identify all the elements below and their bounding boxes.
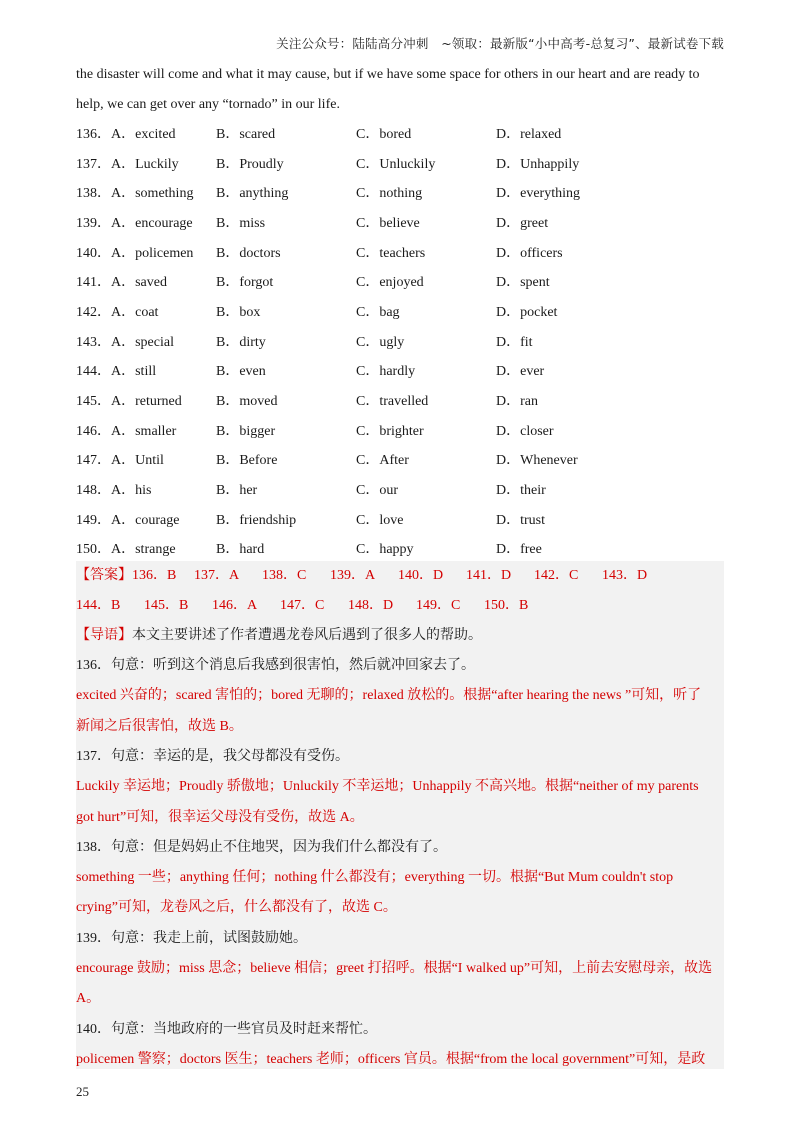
question-number: 143． bbox=[76, 334, 111, 350]
option-a: A．still bbox=[111, 364, 157, 380]
page-header: 关注公众号：陆陆高分冲刺 ~领取：最新版“小中高考-总复习”、最新试卷下载 bbox=[276, 36, 724, 51]
question-num-and-option-a bbox=[76, 212, 216, 232]
explanation-line: crying”可知，龙卷风之后，什么都没有了，故选 C。 bbox=[76, 900, 397, 916]
option-b: B．hard bbox=[216, 542, 265, 558]
question-row bbox=[76, 534, 724, 564]
option-c: C．Unluckily bbox=[356, 156, 436, 172]
sentence-meaning-line: 138．句意：但是妈妈止不住地哭，因为我们什么都没有了。 bbox=[76, 839, 447, 855]
question-num-and-option-a bbox=[76, 123, 216, 143]
option-c: C．ugly bbox=[356, 334, 405, 350]
option-c: C．travelled bbox=[356, 394, 429, 410]
option-c: C．teachers bbox=[356, 245, 426, 261]
option-b: B．bigger bbox=[216, 423, 276, 439]
passage-text bbox=[76, 60, 724, 120]
question-num-and-option-a bbox=[76, 509, 216, 529]
sentence-meaning-line: 137．句意：幸运的是，我父母都没有受伤。 bbox=[76, 748, 349, 764]
question-number: 150． bbox=[76, 542, 111, 558]
question-num-and-option-a bbox=[76, 360, 216, 380]
question-num-and-option-a bbox=[76, 331, 216, 351]
sentence-meaning-line: 140．句意：当地政府的一些官员及时赶来帮忙。 bbox=[76, 1021, 377, 1037]
question-number: 144． bbox=[76, 364, 111, 380]
option-c: C．After bbox=[356, 453, 409, 469]
option-d: D．Unhappily bbox=[496, 156, 580, 172]
answer-item: 146．A bbox=[212, 598, 258, 613]
option-d: D．ever bbox=[496, 364, 545, 380]
option-a: A．returned bbox=[111, 394, 182, 410]
explanation-line: encourage 鼓励；miss 思念；believe 相信；greet 打招呼。根据“I walked up”可知，上前去安慰母亲，故选 bbox=[76, 961, 713, 976]
question-row bbox=[76, 474, 724, 504]
answer-item: 143．D bbox=[602, 568, 648, 583]
question-num-and-option-a bbox=[76, 420, 216, 440]
question-number: 138． bbox=[76, 186, 111, 202]
option-d: D．officers bbox=[496, 245, 563, 261]
guide-label: 【导语】 bbox=[76, 628, 132, 643]
option-d: D．pocket bbox=[496, 304, 558, 320]
answer-item: 139．A bbox=[330, 568, 376, 583]
question-number: 147． bbox=[76, 453, 111, 469]
option-c: C．enjoyed bbox=[356, 275, 424, 291]
question-options-list bbox=[76, 118, 724, 563]
question-row bbox=[76, 118, 724, 148]
answer-item: 137．A bbox=[194, 568, 240, 583]
question-row bbox=[76, 237, 724, 267]
option-c: C．believe bbox=[356, 215, 420, 231]
option-a: A．smaller bbox=[111, 423, 177, 439]
option-a: A．excited bbox=[111, 126, 176, 142]
question-number: 141． bbox=[76, 275, 111, 291]
explanation-line: Luckily 幸运地；Proudly 骄傲地；Unluckily 不幸运地；Unhappily 不高兴地。根据“neither of my parents bbox=[76, 779, 699, 795]
question-number: 145． bbox=[76, 394, 111, 410]
option-d: D．relaxed bbox=[496, 126, 562, 142]
answer-item: 147．C bbox=[280, 598, 325, 613]
question-row bbox=[76, 356, 724, 386]
question-row bbox=[76, 177, 724, 207]
option-c: C．bored bbox=[356, 126, 412, 142]
question-number: 140． bbox=[76, 245, 111, 261]
question-row bbox=[76, 415, 724, 445]
option-d: D．ran bbox=[496, 394, 538, 410]
option-d: D．Whenever bbox=[496, 453, 578, 469]
question-num-and-option-a bbox=[76, 271, 216, 291]
option-a: A．Luckily bbox=[111, 156, 179, 172]
option-a: A．his bbox=[111, 483, 152, 499]
question-num-and-option-a bbox=[76, 479, 216, 499]
option-a: A．special bbox=[111, 334, 174, 350]
option-b: B．miss bbox=[216, 215, 266, 231]
option-a: A．something bbox=[111, 186, 194, 202]
option-c: C．brighter bbox=[356, 423, 424, 439]
question-num-and-option-a bbox=[76, 153, 216, 173]
page-number: 25 bbox=[76, 1084, 89, 1099]
option-b: B．Proudly bbox=[216, 156, 284, 172]
option-a: A．encourage bbox=[111, 215, 193, 231]
option-b: B．forgot bbox=[216, 275, 274, 291]
option-b: B．even bbox=[216, 364, 266, 380]
option-b: B．her bbox=[216, 483, 258, 499]
answer-label: 【答案】 bbox=[76, 568, 132, 583]
answer-item: 138．C bbox=[262, 568, 307, 583]
answer-item: 144．B bbox=[76, 598, 121, 613]
option-a: A．strange bbox=[111, 542, 176, 558]
option-b: B．anything bbox=[216, 186, 289, 202]
option-a: A．coat bbox=[111, 304, 159, 320]
question-row bbox=[76, 504, 724, 534]
question-row bbox=[76, 148, 724, 178]
option-b: B．scared bbox=[216, 126, 276, 142]
option-b: B．box bbox=[216, 304, 261, 320]
option-a: A．courage bbox=[111, 512, 180, 528]
option-d: D．trust bbox=[496, 512, 545, 528]
question-num-and-option-a bbox=[76, 301, 216, 321]
answer-item: 148．D bbox=[348, 598, 394, 613]
question-number: 139． bbox=[76, 215, 111, 231]
question-row bbox=[76, 385, 724, 415]
sentence-meaning-line: 139．句意：我走上前，试图鼓励她。 bbox=[76, 930, 307, 946]
question-row bbox=[76, 445, 724, 475]
answer-item: 142．C bbox=[534, 568, 579, 583]
question-number: 148． bbox=[76, 483, 111, 499]
option-b: B．Before bbox=[216, 453, 278, 469]
answer-item: 150．B bbox=[484, 598, 529, 613]
question-number: 146． bbox=[76, 423, 111, 439]
answer-row-1 bbox=[76, 561, 724, 591]
question-row bbox=[76, 207, 724, 237]
option-d: D．spent bbox=[496, 275, 550, 291]
answer-item: 141．D bbox=[466, 568, 512, 583]
answer-item: 136．B bbox=[132, 568, 177, 583]
question-num-and-option-a bbox=[76, 449, 216, 469]
explanation-line: excited 兴奋的；scared 害怕的；bored 无聊的；relaxed 放松的。根据“after hearing the news ”可知，听了 bbox=[76, 688, 702, 704]
question-num-and-option-a bbox=[76, 182, 216, 202]
question-row bbox=[76, 326, 724, 356]
question-num-and-option-a bbox=[76, 538, 216, 558]
answer-item: 145．B bbox=[144, 598, 189, 613]
option-d: D．their bbox=[496, 483, 546, 499]
passage-line: help, we can get over any “tornado” in our life. bbox=[76, 97, 340, 112]
option-b: B．moved bbox=[216, 394, 278, 410]
question-num-and-option-a bbox=[76, 242, 216, 262]
explanation-line: got hurt”可知，很幸运父母没有受伤，故选 A。 bbox=[76, 809, 364, 825]
guide-text: 本文主要讲述了作者遭遇龙卷风后遇到了很多人的帮助。 bbox=[132, 628, 482, 643]
option-a: A．Until bbox=[111, 453, 164, 469]
guide-line bbox=[76, 621, 724, 651]
option-b: B．doctors bbox=[216, 245, 281, 261]
option-c: C．our bbox=[356, 483, 398, 499]
passage-line: the disaster will come and what it may cause, but if we have some space for others in our heart and are ready to bbox=[76, 67, 700, 82]
option-d: D．closer bbox=[496, 423, 554, 439]
option-d: D．everything bbox=[496, 186, 580, 202]
option-d: D．fit bbox=[496, 334, 533, 350]
option-a: A．saved bbox=[111, 275, 167, 291]
question-row bbox=[76, 266, 724, 296]
option-c: C．bag bbox=[356, 304, 400, 320]
answer-item: 149．C bbox=[416, 598, 461, 613]
option-c: C．nothing bbox=[356, 186, 423, 202]
option-c: C．hardly bbox=[356, 364, 416, 380]
answer-row-2 bbox=[76, 591, 724, 621]
explanation-line: something 一些；anything 任何；nothing 什么都没有；everything 一切。根据“But Mum couldn't stop bbox=[76, 870, 674, 886]
explanation-line: 新闻之后很害怕，故选 B。 bbox=[76, 718, 243, 734]
option-d: D．free bbox=[496, 542, 542, 558]
question-number: 136． bbox=[76, 126, 111, 142]
question-num-and-option-a bbox=[76, 390, 216, 410]
option-d: D．greet bbox=[496, 215, 549, 231]
explanation-line: policemen 警察；doctors 医生；teachers 老师；officers 官员。根据“from the local government”可知，是政 bbox=[76, 1051, 706, 1067]
sentence-meaning-line: 136．句意：听到这个消息后我感到很害怕，然后就冲回家去了。 bbox=[76, 658, 475, 673]
question-row bbox=[76, 296, 724, 326]
question-number: 137． bbox=[76, 156, 111, 172]
answer-item: 140．D bbox=[398, 568, 444, 583]
option-b: B．dirty bbox=[216, 334, 266, 350]
option-b: B．friendship bbox=[216, 512, 297, 528]
option-c: C．love bbox=[356, 512, 404, 528]
question-number: 149． bbox=[76, 512, 111, 528]
question-number: 142． bbox=[76, 304, 111, 320]
option-c: C．happy bbox=[356, 542, 414, 558]
option-a: A．policemen bbox=[111, 245, 194, 261]
explanation-line: A。 bbox=[76, 991, 101, 1007]
